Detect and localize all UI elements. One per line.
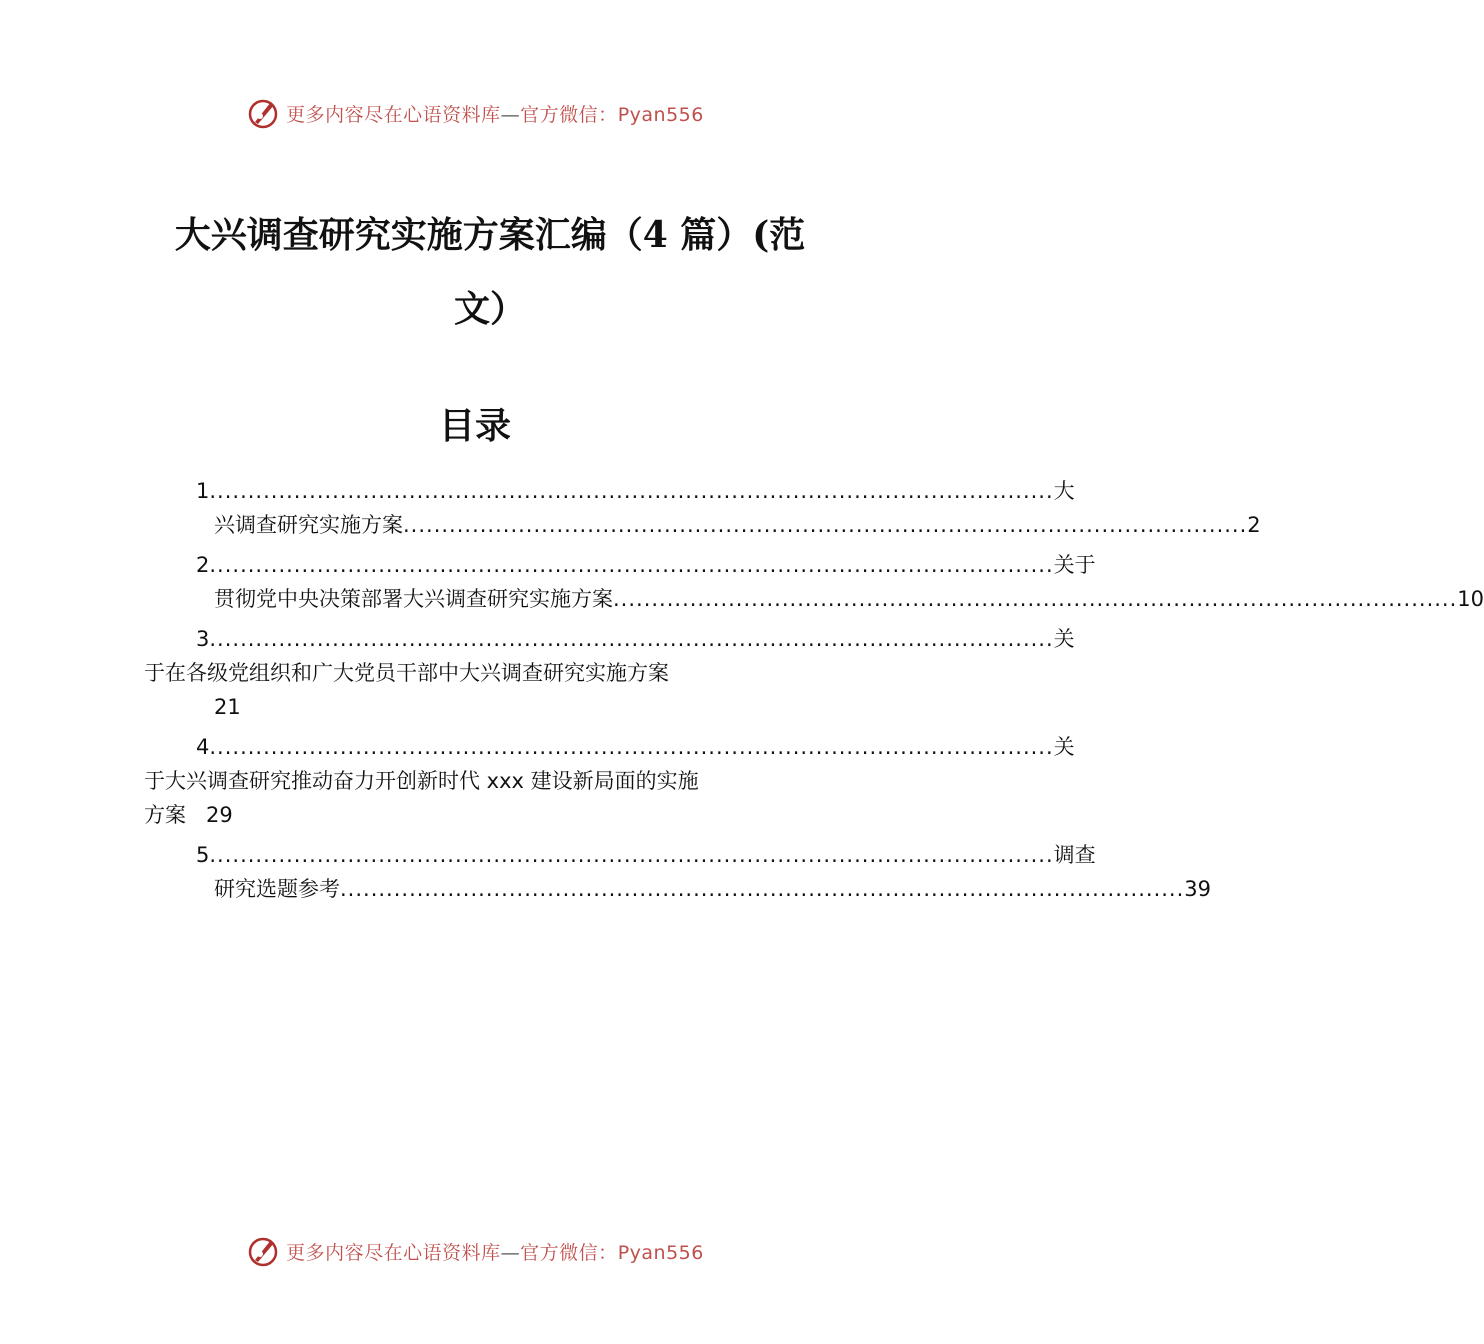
toc-entry-head: 大 [1053,479,1075,503]
toc-entry-head: 关 [1053,627,1075,651]
toc-entry-3[interactable]: 3 .............................................................................................................. 关 于在各级党组织和广大党员干部中大兴调查研究实施方案 21 [144,622,834,724]
toc-entry-page: 39 [1184,877,1212,901]
toc-entry-number: 3 [196,627,210,651]
toc-entry-head: 关 [1053,735,1075,759]
toc-entry-head: 关于 [1053,553,1096,577]
toc-entry-title: 于在各级党组织和广大党员干部中大兴调查研究实施方案 [144,661,669,685]
toc-entry-page: 29 [206,803,233,827]
toc-entry-title: 兴调查研究实施方案 [214,513,403,537]
footer-banner [0,1234,950,1268]
document-title [150,198,830,346]
toc-entry-number: 5 [196,843,210,867]
toc-entry-page: 10 [1457,587,1484,611]
banner-wechat-label: 官方微信： [520,1241,618,1264]
banner-separator: — [500,103,521,126]
document-title-line2: 文） [453,288,526,330]
pen-circle-logo-icon [246,96,280,130]
toc-entry-2[interactable]: 2 .............................................................................................................. 关于 贯彻党中央决策部署大兴调查研究实施方案 .............................................................................................................. 10 [144,548,834,616]
banner-wechat-label: 官方微信： [520,103,618,126]
toc-entry-number: 1 [196,479,210,503]
banner-wechat-id: Pyan556 [617,103,704,126]
table-of-contents [144,474,1484,912]
toc-entry-5[interactable]: 5 .............................................................................................................. 调查 研究选题参考 .............................................................................................................. 39 [144,838,834,906]
toc-entry-title-cont: 方案 [144,803,186,827]
banner-slogan: 更多内容尽在心语资料库 [286,1241,501,1264]
toc-heading: 目录 [438,405,511,447]
toc-entry-head: 调查 [1053,843,1096,867]
toc-entry-number: 4 [196,735,210,759]
toc-entry-1[interactable]: 1 .............................................................................................................. 大 兴调查研究实施方案 .............................................................................................................. 2 [144,474,834,542]
toc-entry-title: 贯彻党中央决策部署大兴调查研究实施方案 [214,587,613,611]
banner-separator: — [500,1241,521,1264]
toc-entry-4[interactable]: 4 .............................................................................................................. 关 于大兴调查研究推动奋力开创新时代 xxx 建设新局面的实施 方案 29 [144,730,834,832]
toc-entry-title: 研究选题参考 [214,877,340,901]
toc-entry-page: 2 [1247,513,1261,537]
header-banner [0,96,950,130]
document-title-line1: 大兴调查研究实施方案汇编（4 篇）(范 [174,214,806,256]
pen-circle-logo-icon [246,1234,280,1268]
toc-entry-page: 21 [214,695,241,719]
banner-slogan: 更多内容尽在心语资料库 [286,103,501,126]
banner-wechat-id: Pyan556 [617,1241,704,1264]
toc-entry-title: 于大兴调查研究推动奋力开创新时代 xxx 建设新局面的实施 [144,769,699,793]
toc-entry-number: 2 [196,553,210,577]
